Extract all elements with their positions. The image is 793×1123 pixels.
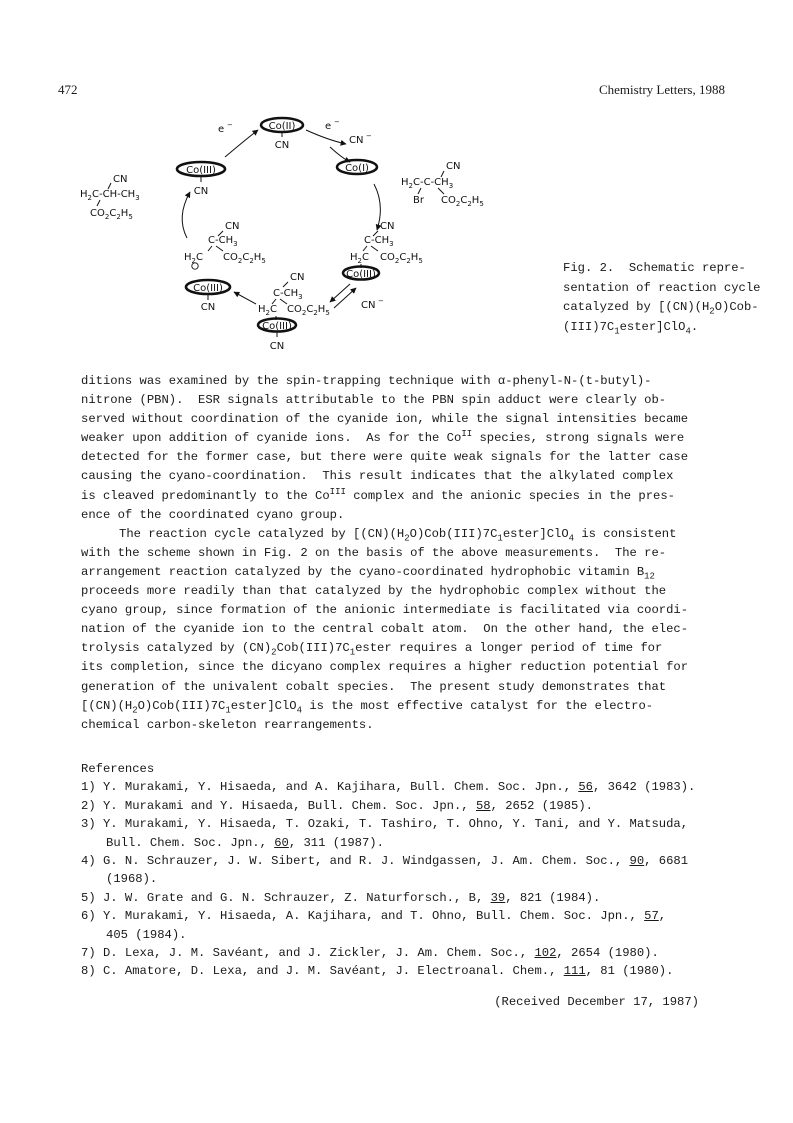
svg-text:CO2C2H5: $CO_2C_2H_5$ (380, 252, 423, 265)
body-line: arrangement reaction catalyzed by the cyano-coordinated hydrophobic vitamin $B_{12}$ (81, 564, 655, 582)
reference-item: 4) G. N. Schrauzer, J. W. Sibert, and R. J. Windgassen, J. Am. Chem. Soc., 90, 6681 (81, 853, 689, 868)
reference-item: 2) Y. Murakami and Y. Hisaeda, Bull. Chem. Soc. Jpn., 58, 2652 (1985). (81, 798, 593, 813)
svg-text:C-CH3: $C-CH_3$ (273, 288, 303, 301)
body-line: with the scheme shown in Fig. 2 on the basis of the above measurements. The re- (81, 545, 667, 560)
reference-item-cont: Bull. Chem. Soc. Jpn., 60, 311 (1987). (106, 835, 384, 850)
svg-text:H2C: $H_2C$ (184, 252, 203, 265)
svg-text:CN: CN (446, 161, 461, 172)
cn-minus-top: CN (349, 135, 364, 146)
journal-header: Chemistry Letters, 1988 (598, 82, 725, 97)
body-line: detected for the former case, but there were quite weak signals for the latter case (81, 450, 689, 465)
co1-right-complex (337, 160, 377, 174)
body-line: proceeds more readily than that catalyzed by the hydrophobic complex without the (81, 584, 667, 599)
reference-item: 5) J. W. Grate and G. N. Schrauzer, Z. Naturforsch., B, 39, 821 (1984). (81, 890, 601, 905)
substrate-molecule (401, 161, 484, 208)
co1-right-label: Co(I) (345, 163, 369, 174)
e-minus-right: e (325, 121, 332, 132)
reference-item: 6) Y. Murakami, Y. Hisaeda, A. Kajihara, and T. Ohno, Bull. Chem. Soc. Jpn., 57, (81, 909, 667, 924)
references-heading: References (81, 762, 155, 776)
body-line: generation of the univalent cobalt species. The present study demonstrates that (81, 679, 667, 694)
references (81, 760, 731, 981)
cn-minus-bottom: CN (361, 300, 376, 311)
svg-text:CO2C2H5: $CO_2C_2H_5$ (287, 304, 330, 317)
svg-text:−: − (334, 118, 340, 126)
co3-left-label: Co(III) (186, 165, 216, 176)
body-line: its completion, since the dicyano complex requires a higher reduction potential for (81, 660, 689, 675)
co3-bottom-label: Co(III) (262, 321, 292, 332)
svg-text:Br: Br (413, 195, 424, 206)
svg-text:CN: CN (225, 221, 240, 232)
reference-item-cont: (1968). (106, 872, 158, 887)
reaction-cycle-scheme (80, 112, 484, 357)
svg-text:−: − (378, 297, 384, 305)
svg-text:−: − (366, 132, 372, 140)
body-line: The reaction cycle catalyzed by $[(CN)(H_2O)Cob(III)7C_1ester]ClO_4$ is consistent (119, 526, 677, 544)
body-text (81, 372, 731, 735)
svg-text:C-CH3: $C-CH_3$ (208, 235, 238, 248)
co3-bl-label: Co(III) (193, 283, 223, 294)
co3-right-label: Co(III) (346, 269, 376, 280)
co2-top-complex (261, 118, 303, 151)
body-line: cyano group, since formation of the anionic intermediate is facilitated via coordi- (81, 603, 689, 618)
product-molecule (80, 174, 140, 221)
reference-item-cont: 405 (1984). (106, 927, 187, 942)
body-line: nitrone (PBN). ESR signals attributable to the PBN spin adduct were clearly ob- (81, 393, 667, 408)
body-line: is cleaved predominantly to the $Co^{III}$ complex and the anionic species in the pres- (81, 486, 675, 503)
cyano-alkyl-co3-bottom (258, 272, 330, 352)
svg-text:CN: CN (200, 302, 216, 313)
co3-bottomleft-complex (186, 280, 230, 313)
svg-text:H2C: $H_2C$ (350, 252, 369, 265)
svg-text:−: − (227, 121, 233, 129)
body-line: chemical carbon-skeleton rearrangements. (81, 717, 374, 732)
svg-text:H2C-C-CH3: $H_2C-C-CH_3$ (401, 177, 454, 190)
anionic-intermediate (184, 221, 266, 269)
body-line: causing the cyano-coordination. This result indicates that the alkylated complex (81, 469, 674, 484)
svg-text:CN: CN (380, 221, 395, 232)
reference-item: 1) Y. Murakami, Y. Hisaeda, and A. Kajihara, Bull. Chem. Soc. Jpn., 56, 3642 (1983). (81, 780, 696, 795)
svg-text:CN: CN (193, 186, 209, 197)
svg-text:CN: CN (269, 341, 285, 352)
figure-caption: Fig. 2. Schematic repre- sentation of reaction cycle catalyzed by [$(CN)(H_2O)Cob-$ $(III)7C_1ester]ClO_4$. (563, 261, 761, 337)
svg-text:CN: CN (290, 272, 305, 283)
svg-text:CO2C2H5: $CO_2C_2H_5$ (223, 252, 266, 265)
body-line: nation of the cyanide ion to the central cobalt atom. On the other hand, the elec- (81, 622, 689, 637)
svg-text:CN: CN (113, 174, 128, 185)
received-date: (Received December 17, 1987) (494, 995, 699, 1009)
svg-text:CO2C2H5: $CO_2C_2H_5$ (441, 195, 484, 208)
reference-item: 3) Y. Murakami, Y. Hisaeda, T. Ozaki, T. Tashiro, T. Ohno, Y. Tani, and Y. Matsuda, (81, 817, 689, 832)
body-line: trolysis catalyzed by $(CN)_2Cob(III)7C_1ester$ requires a longer period of time for (81, 641, 663, 658)
reference-item: 7) D. Lexa, J. M. Savéant, and J. Zickler, J. Am. Chem. Soc., 102, 2654 (1980). (81, 945, 659, 960)
svg-text:H2C: $H_2C$ (258, 304, 277, 317)
alkylated-co3-right (343, 221, 423, 280)
co2-top-cn: CN (274, 140, 290, 151)
body-line: ditions was examined by the spin-trapping technique with α-phenyl-N-(t-butyl)- (81, 374, 652, 388)
co3-left-complex (177, 162, 225, 197)
svg-text:C-CH3: $C-CH_3$ (364, 235, 394, 248)
co2-top-label: Co(II) (268, 121, 296, 132)
body-line: ence of the coordinated cyano group. (81, 507, 345, 522)
svg-text:CO2C2H5: $CO_2C_2H_5$ (90, 208, 133, 221)
svg-text:H2C-CH-CH3: $H_2C-CH-CH_3$ (80, 189, 140, 202)
body-line: served without coordination of the cyanide ion, while the signal intensities became (81, 412, 689, 427)
body-line: weaker upon addition of cyanide ions. As for the $Co^{II}$ species, strong signals were (81, 429, 685, 446)
body-line: $[(CN)(H_2O)Cob(III)7C_1ester]ClO_4$ is the most effective catalyst for the electro- (81, 698, 654, 716)
e-minus-left: e (218, 124, 225, 135)
page-number: 472 (58, 82, 78, 97)
reference-item: 8) C. Amatore, D. Lexa, and J. M. Savéant, J. Electroanal. Chem., 111, 81 (1980). (81, 964, 674, 979)
